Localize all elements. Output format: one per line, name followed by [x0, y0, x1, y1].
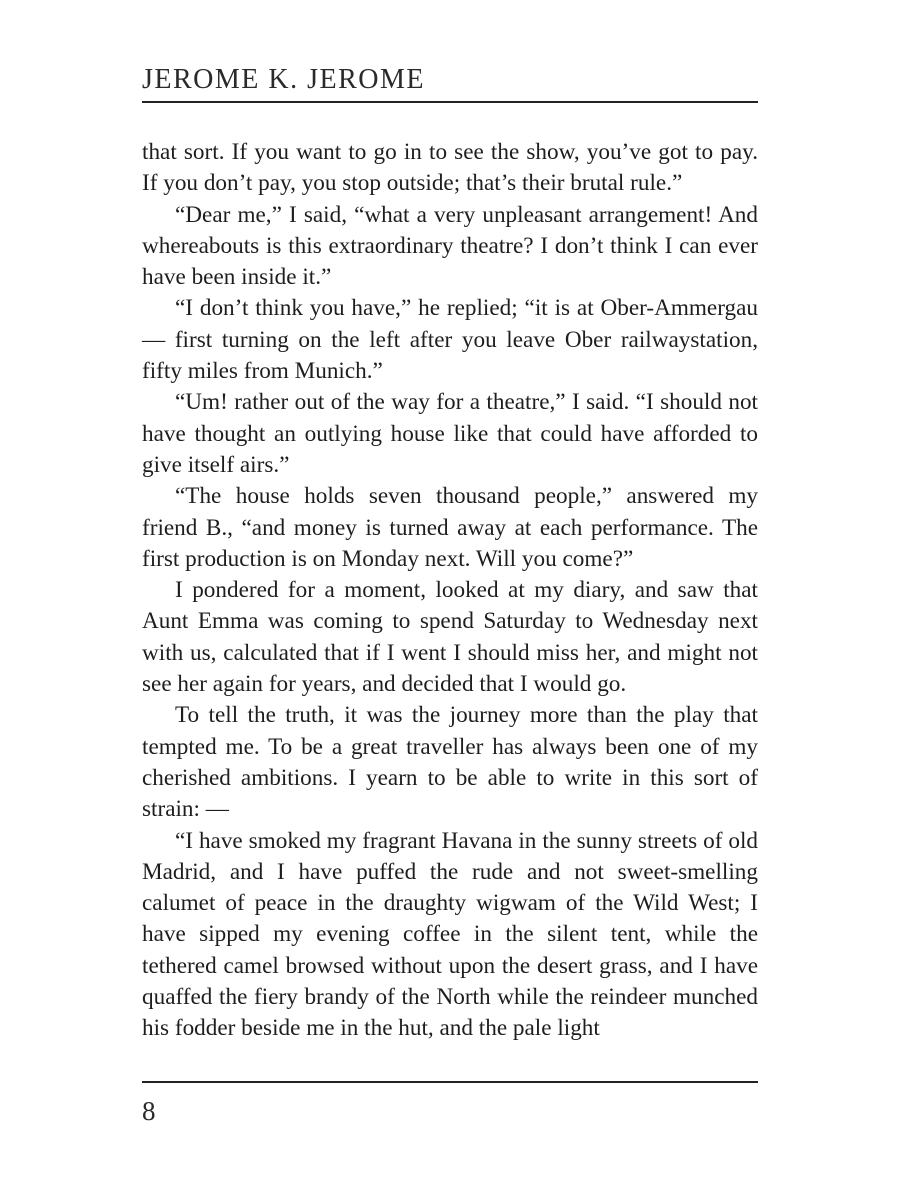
- paragraph: “Um! rather out of the way for a theatre,” I said. “I should not have thought an outlying house like that could have afforded to give itself airs.”: [142, 389, 758, 478]
- paragraph: “I have smoked my fragrant Havana in the sunny streets of old Madrid, and I have puffed the rude and not sweet-smelling calumet of peace in the draughty wigwam of the Wild West; I have sipped my evening coffee in the silent tent, while the tethered camel browsed without upon the desert grass, and I have quaffed the fiery brandy of the North while the reindeer munched his fodder beside me in the hut, and the pale light: [142, 827, 758, 1042]
- header-rule: [142, 101, 758, 103]
- paragraph: To tell the truth, it was the journey more than the play that tempted me. To be a great traveller has always been one of my cherished ambitions. I yearn to be able to write in this sort of strain: —: [142, 702, 758, 823]
- paragraph: “I don’t think you have,” he replied; “it is at Ober-Ammergau — first turning on the left after you leave Ober railwaystation, fifty miles from Munich.”: [142, 295, 758, 385]
- paragraph: “The house holds seven thousand people,” answered my friend B., “and money is turned away at each performance. The first production is on Monday next. Will you come?”: [142, 483, 758, 572]
- running-head-title: JEROME K. JEROME: [142, 64, 426, 95]
- paragraph: I pondered for a moment, looked at my diary, and saw that Aunt Emma was coming to spend Saturday to Wednesday next with us, calculated that if I went I should miss her, and might not see her again for years, and decided that I would go.: [142, 577, 758, 698]
- paragraph: that sort. If you want to go in to see the show, you’ve got to pay. If you don’t pay, you stop outside; that’s their brutal rule.”: [142, 139, 758, 197]
- paragraph: “Dear me,” I said, “what a very unpleasant arrangement! And whereabouts is this extraordinary theatre? I don’t think I can ever have been inside it.”: [142, 201, 758, 291]
- page-number: 8: [142, 1096, 156, 1126]
- body-text: [142, 137, 758, 1045]
- footer-rule: [142, 1081, 758, 1083]
